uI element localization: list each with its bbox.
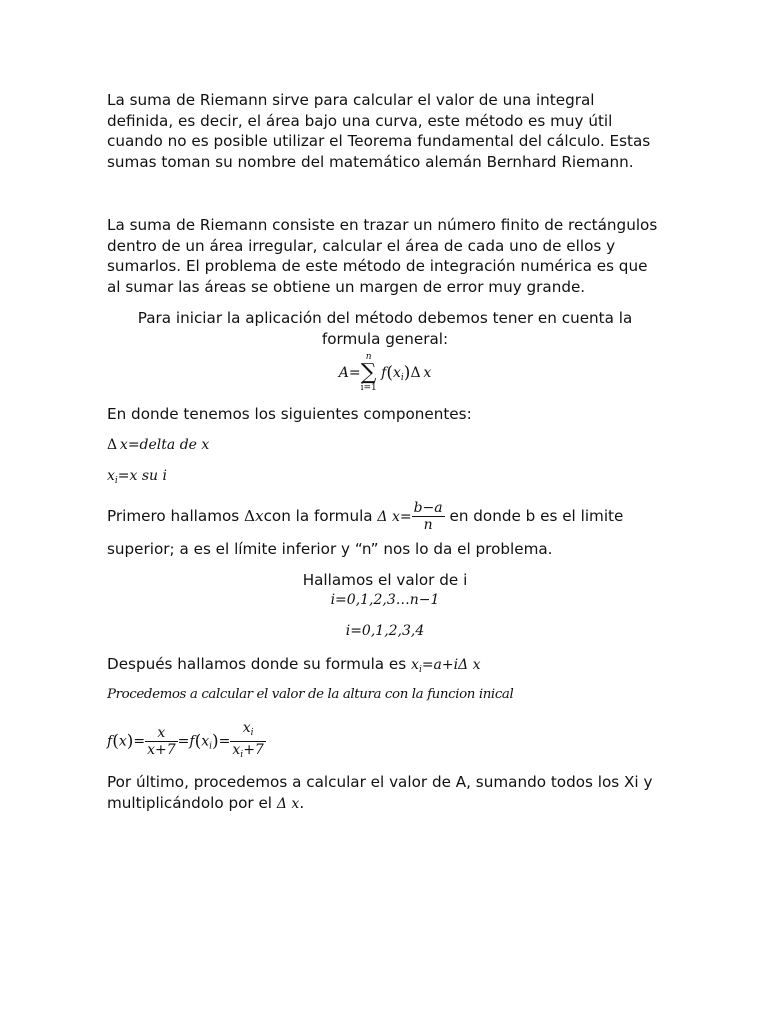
delta-fraction: $\frac{b-a}{n}$	[413, 500, 443, 533]
xi-definition: $x_i=x$ su i	[107, 468, 168, 486]
formula-intro-paragraph: Para iniciar la aplicación del método debemos tener en cuenta la formula general:	[137, 309, 633, 348]
function-fraction-xi: $\frac{x_i}{x_i+7}$	[232, 720, 264, 760]
intro-paragraph: La suma de Riemann sirve para calcular el valor de una integral definida, es decir, el área bajo una curva, este método es muy útil cuando no es posible utilizar el Teorema fundamental del cálculo. Estas sumas toman su nombre del matemático alemán Bernhard Riemann.	[107, 91, 651, 171]
summation-symbol: n ∑ i=1	[360, 352, 377, 393]
general-formula: A= n ∑ i=1 $f(x_i)\Delta$ x	[338, 352, 432, 393]
function-fraction-x: $\frac{x}{x+7}$	[147, 725, 176, 758]
i-sequence-general: i=0,1,2,3…n−1	[330, 592, 440, 608]
components-paragraph: En donde tenemos los siguientes componentes:	[107, 405, 472, 423]
xi-formula-paragraph: Después hallamos donde su formula es $x_i=a+i\Delta$ x	[107, 655, 481, 675]
delta-definition: Δ x=delta de x	[107, 437, 210, 453]
delta-formula-paragraph-line2: superior; a es el límite inferior y “n” nos lo da el problema.	[107, 540, 553, 558]
height-calculation-note: Procedemos a calcular el valor de la altura con la funcion inical	[107, 687, 514, 702]
function-formula: f(x)= $\frac{x}{x+7}$ $=f(x_i)=$ $\frac{x_i}{x_i+7}$	[107, 720, 266, 763]
find-i-heading: Hallamos el valor de i	[302, 571, 468, 589]
final-paragraph: Por último, procedemos a calcular el valor de A, sumando todos los Xi y multiplicándolo por el Δ x.	[107, 773, 653, 812]
i-sequence-values: i=0,1,2,3,4	[345, 623, 425, 639]
delta-formula-paragraph: Primero hallamos Δxcon la formula Δ x= $\frac{b-a}{n}$ en donde b es el limite	[107, 500, 624, 533]
method-paragraph: La suma de Riemann consiste en trazar un número finito de rectángulos dentro de un área irregular, calcular el área de cada uno de ellos y sumarlos. El problema de este método de integración numérica es que al sumar las áreas se obtiene un margen de error muy grande.	[107, 216, 658, 296]
